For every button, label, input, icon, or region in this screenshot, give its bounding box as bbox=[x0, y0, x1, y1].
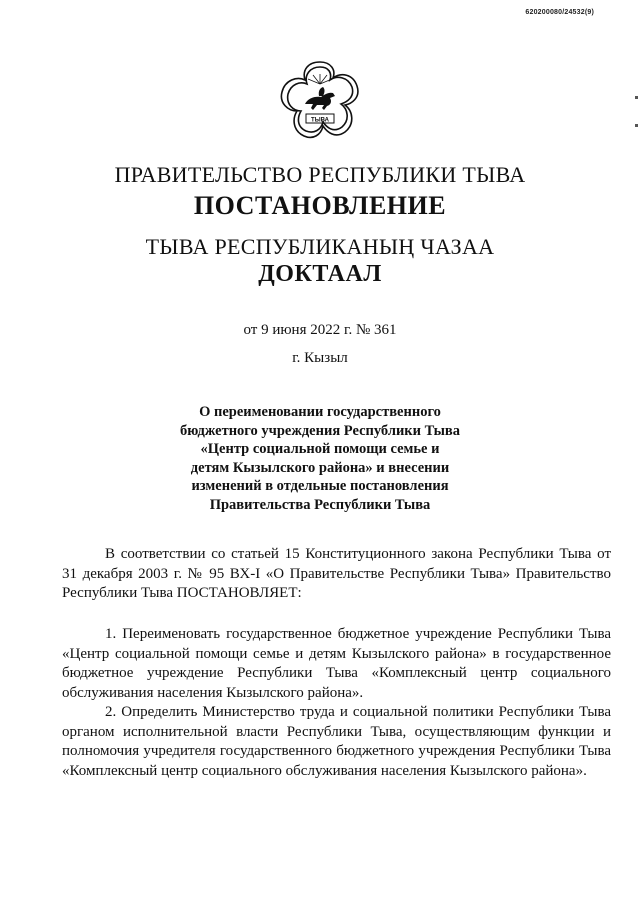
emblem-inscription: ТЫВА bbox=[311, 117, 329, 124]
government-title-tyva: ТЫВА РЕСПУБЛИКАНЫҢ ЧАЗАА bbox=[145, 234, 495, 259]
decree-subject bbox=[150, 403, 490, 514]
subject-line: О переименовании государственного bbox=[199, 404, 441, 420]
tyva-coat-of-arms-icon bbox=[275, 56, 365, 142]
document-number: 620200080/24532(9) bbox=[525, 9, 594, 16]
date-and-number: от 9 июня 2022 г. № 361 bbox=[243, 322, 397, 338]
decree-title: ПОСТАНОВЛЕНИЕ bbox=[193, 191, 447, 220]
subject-line: «Центр социальной помощи семье и bbox=[200, 441, 440, 457]
subject-line: изменений в отдельные постановления bbox=[191, 478, 449, 494]
item-1-paragraph: 1. Переименовать государственное бюджетное учреждение Республики Тыва «Центр социальной помощи семье и детям Кызылского района» в государственное бюджетное учреждение Республики Тыва «Комплексный центр социального обслуживания населения Кызылского района». bbox=[62, 626, 611, 701]
scan-mark bbox=[635, 96, 638, 99]
scan-mark bbox=[635, 124, 638, 127]
subject-line: Правительства Республики Тыва bbox=[209, 496, 431, 513]
item-2-paragraph: 2. Определить Министерство труда и социальной политики Республики Тыва органом исполнительной власти Республики Тыва, осуществляющим функции и полномочия учредителя государственного бюджетного учреждения Республики Тыва «Комплексный центр социального обслуживания населения Кызылского района». bbox=[62, 704, 611, 779]
government-title: ПРАВИТЕЛЬСТВО РЕСПУБЛИКИ ТЫВА bbox=[114, 162, 526, 187]
city: г. Кызыл bbox=[292, 350, 348, 366]
preamble-paragraph: В соответствии со статьей 15 Конституционного закона Республики Тыва от 31 декабря 2003 г. № 95 ВХ-I «О Правительстве Республики Тыва» Правительство Республики Тыва ПОСТАНОВЛЯЕТ: bbox=[62, 546, 611, 602]
subject-line: бюджетного учреждения Республики Тыва bbox=[179, 422, 460, 439]
decree-title-tyva: ДОКТААЛ bbox=[258, 261, 382, 287]
subject-line: детям Кызылского района» и внесении bbox=[190, 459, 450, 476]
